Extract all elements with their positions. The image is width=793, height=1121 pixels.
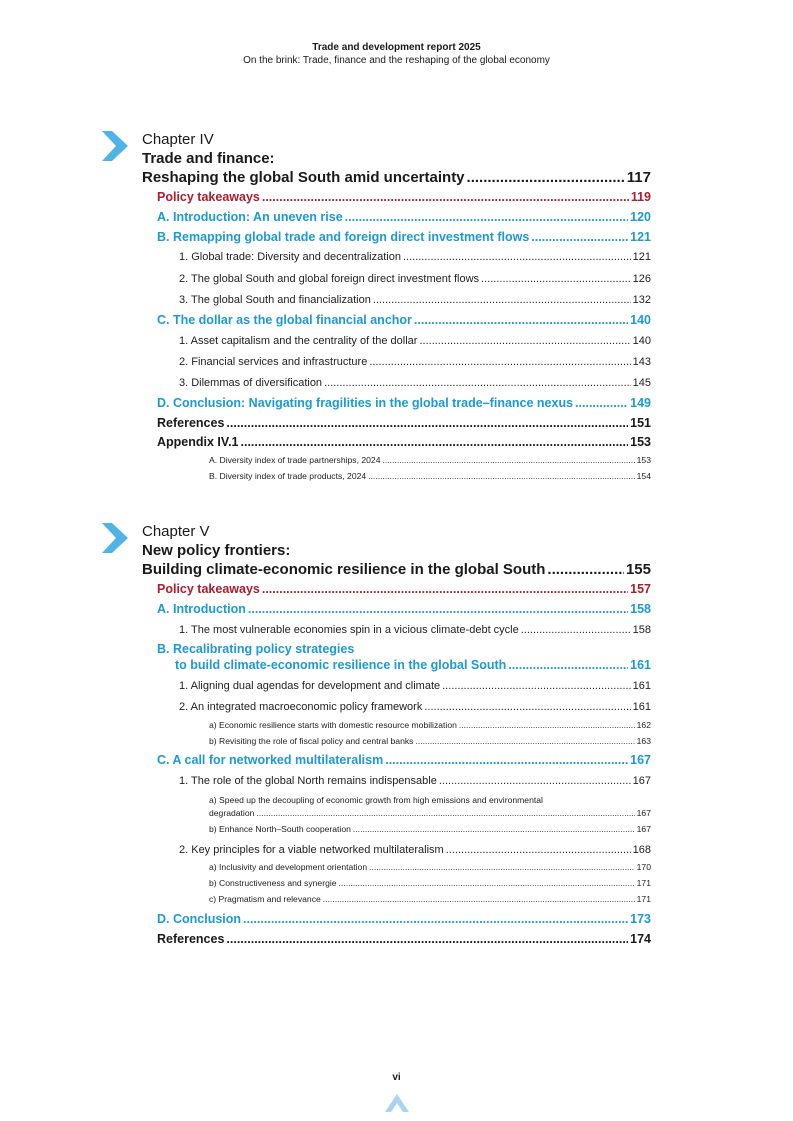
page-number: vi [392,1072,401,1083]
chevron-up-icon[interactable] [385,1090,409,1114]
report-title: Trade and development report 2025 [312,42,481,53]
chevron-right-icon [102,523,128,553]
toc-entry[interactable]: a) Inclusivity and development orientation ..... 170 [209,862,651,872]
toc-entry[interactable]: Policy takeaways ..... 119 [157,190,651,204]
toc-entry[interactable]: b) Revisiting the role of fiscal policy and central banks ..... 163 [209,736,651,746]
toc-entry[interactable]: b) Enhance North–South cooperation ..... 167 [209,824,651,834]
toc-entry[interactable]: to build climate-economic resilience in the global South ..... 161 [175,658,651,672]
toc-entry[interactable]: C. The dollar as the global financial anchor ..... 140 [157,313,651,327]
toc-entry[interactable]: b) Constructiveness and synergie ..... 171 [209,878,651,888]
toc-entry[interactable]: A. Diversity index of trade partnerships, 2024 ..... 153 [209,455,651,465]
toc-entry[interactable]: 1. Global trade: Diversity and decentralization ..... 121 [179,251,651,263]
chapter-label: Chapter IV [142,131,214,148]
chapter-label: Chapter V [142,523,210,540]
running-header [0,41,793,67]
toc-entry[interactable]: B. Diversity index of trade products, 2024 ..... 154 [209,471,651,481]
chapter-title: New policy frontiers: [142,542,291,559]
chapter-title: Trade and finance: [142,150,275,167]
toc-entry[interactable]: A. Introduction: An uneven rise ..... 120 [157,210,651,224]
toc-entry[interactable]: 1. The most vulnerable economies spin in a vicious climate-debt cycle ..... 158 [179,624,651,636]
toc-entry-line1[interactable]: B. Recalibrating policy strategies [157,642,355,656]
toc-entry[interactable]: A. Introduction ..... 158 [157,602,651,616]
toc-entry[interactable]: D. Conclusion ..... 173 [157,912,651,926]
toc-entry[interactable]: B. Remapping global trade and foreign direct investment flows ..... 121 [157,230,651,244]
toc-entry[interactable]: References ..... 151 [157,416,651,430]
toc-entry[interactable]: 3. Dilemmas of diversification ..... 145 [179,377,651,389]
toc-entry[interactable]: D. Conclusion: Navigating fragilities in the global trade–finance nexus ..... 149 [157,396,651,410]
toc-entry[interactable]: 1. Asset capitalism and the centrality of the dollar ..... 140 [179,335,651,347]
toc-entry[interactable]: 2. The global South and global foreign direct investment flows ..... 126 [179,273,651,285]
chevron-right-icon [102,131,128,161]
toc-entry[interactable]: References ..... 174 [157,932,651,946]
report-subtitle: On the brink: Trade, finance and the reshaping of the global economy [243,55,550,66]
toc-entry[interactable]: a) Economic resilience starts with domestic resource mobilization ..... 162 [209,720,651,730]
toc-entry[interactable]: C. A call for networked multilateralism ..... 167 [157,753,651,767]
toc-entry[interactable]: 1. Aligning dual agendas for development and climate ..... 161 [179,680,651,692]
toc-entry[interactable]: Policy takeaways ..... 157 [157,582,651,596]
toc-entry[interactable]: degradation ..... 167 [209,808,651,818]
toc-entry-chapter[interactable]: Building climate-economic resilience in the global South ..... 155 [142,561,651,578]
toc-entry[interactable]: 1. The role of the global North remains indispensable ..... 167 [179,775,651,787]
toc-entry[interactable]: Appendix IV.1 ..... 153 [157,435,651,449]
toc-entry[interactable]: 2. Key principles for a viable networked multilateralism ..... 168 [179,844,651,856]
toc-entry[interactable]: 2. Financial services and infrastructure ..... 143 [179,356,651,368]
toc-entry-chapter[interactable]: Reshaping the global South amid uncertainty ..... 117 [142,169,651,186]
toc-entry[interactable]: 3. The global South and financialization ..... 132 [179,294,651,306]
toc-entry[interactable]: c) Pragmatism and relevance ..... 171 [209,894,651,904]
toc-entry[interactable]: 2. An integrated macroeconomic policy framework ..... 161 [179,701,651,713]
toc-entry-line1[interactable]: a) Speed up the decoupling of economic growth from high emissions and environmental [209,795,543,805]
